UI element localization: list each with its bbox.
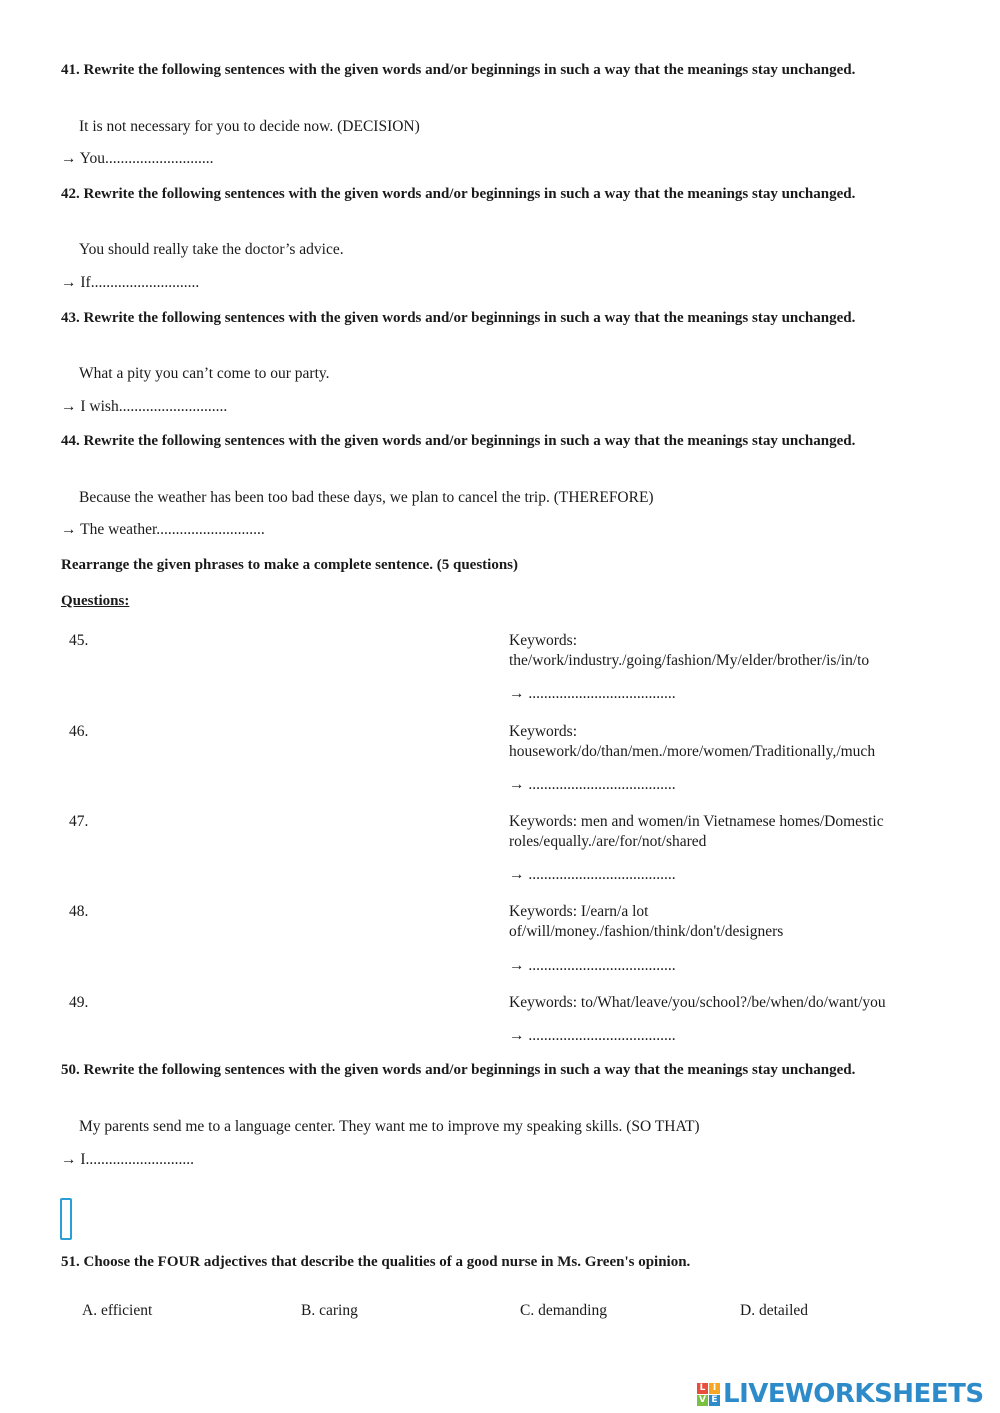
q47-answer-field[interactable]: → ......................................: [509, 866, 676, 883]
q44-answer-field[interactable]: → The weather............................: [61, 521, 265, 538]
rearrange-section-title: Rearrange the given phrases to make a complete sentence. (5 questions): [61, 557, 519, 573]
questions-label: Questions:: [61, 593, 130, 609]
logo-text: LIVEWORKSHEETS: [723, 1379, 984, 1409]
q41-sentence: It is not necessary for you to decide now. (DECISION): [79, 118, 420, 135]
q48-keywords: Keywords: I/earn/a lot of/will/money./fashion/think/don't/designers: [509, 903, 784, 940]
q49-answer-field[interactable]: → ......................................: [509, 1027, 676, 1044]
q42-answer-field[interactable]: → If............................: [61, 274, 200, 291]
q48-number: 48.: [69, 903, 89, 920]
q42-sentence: You should really take the doctor’s advice.: [79, 241, 344, 258]
q44-sentence: Because the weather has been too bad these days, we plan to cancel the trip. (THEREFORE): [79, 489, 654, 506]
q51-option-c[interactable]: C. demanding: [520, 1302, 607, 1319]
q51-option-d[interactable]: D. detailed: [740, 1302, 809, 1319]
q50-sentence: My parents send me to a language center. They want me to improve my speaking skills. (SO THAT): [79, 1118, 700, 1135]
q43-heading: 43. Rewrite the following sentences with the given words and/or beginnings in such a way that the meanings stay unchanged.: [61, 310, 856, 326]
logo-letter-l: L: [697, 1383, 708, 1394]
q50-answer-field[interactable]: → I............................: [61, 1151, 195, 1168]
q43-answer-field[interactable]: → I wish............................: [61, 398, 228, 415]
q42-heading: 42. Rewrite the following sentences with the given words and/or beginnings in such a way that the meanings stay unchanged.: [61, 186, 856, 202]
q41-answer-field[interactable]: → You............................: [61, 150, 214, 167]
q45-keywords: Keywords: the/work/industry./going/fashion/My/elder/brother/is/in/to: [509, 632, 870, 669]
q43-sentence: What a pity you can’t come to our party.: [79, 365, 330, 382]
q46-keywords: Keywords: housework/do/than/men./more/women/Traditionally,/much: [509, 723, 876, 760]
logo-letter-v: V: [697, 1395, 708, 1406]
q46-number: 46.: [69, 723, 89, 740]
q49-keywords: Keywords: to/What/leave/you/school?/be/when/do/want/you: [509, 994, 886, 1011]
logo-letter-e: E: [709, 1395, 720, 1406]
answer-input-box[interactable]: [60, 1198, 72, 1240]
q51-option-b[interactable]: B. caring: [301, 1302, 358, 1319]
q47-keywords: Keywords: men and women/in Vietnamese homes/Domestic roles/equally./are/for/not/shared: [509, 813, 884, 850]
liveworksheets-logo: [697, 1378, 984, 1410]
logo-letter-i: I: [709, 1383, 720, 1394]
q45-number: 45.: [69, 632, 89, 649]
q41-heading: 41. Rewrite the following sentences with the given words and/or beginnings in such a way that the meanings stay unchanged.: [61, 62, 856, 78]
q49-number: 49.: [69, 994, 89, 1011]
q46-answer-field[interactable]: → ......................................: [509, 776, 676, 793]
liveworksheets-logo-icon: [697, 1383, 720, 1406]
q44-heading: 44. Rewrite the following sentences with the given words and/or beginnings in such a way that the meanings stay unchanged.: [61, 433, 856, 449]
q51-option-a[interactable]: A. efficient: [82, 1302, 153, 1319]
q45-answer-field[interactable]: → ......................................: [509, 685, 676, 702]
q48-answer-field[interactable]: → ......................................: [509, 957, 676, 974]
q51-heading: 51. Choose the FOUR adjectives that describe the qualities of a good nurse in Ms. Green's opinion.: [61, 1254, 691, 1270]
q47-number: 47.: [69, 813, 89, 830]
q50-heading: 50. Rewrite the following sentences with the given words and/or beginnings in such a way that the meanings stay unchanged.: [61, 1062, 856, 1078]
